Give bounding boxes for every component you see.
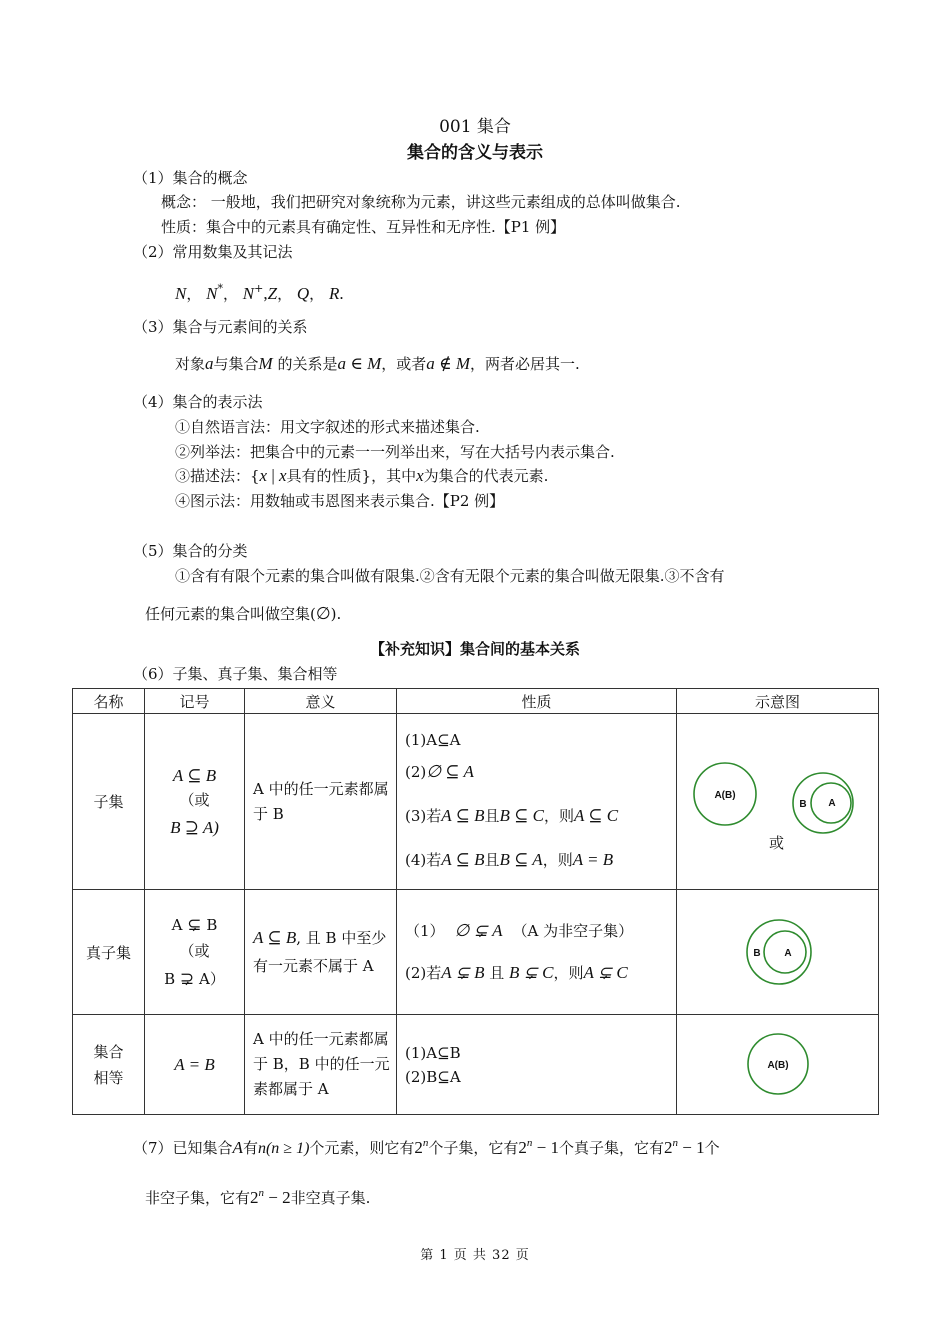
table-header-row	[73, 689, 879, 714]
set-r: R	[328, 284, 340, 303]
header-property: 性质	[397, 689, 677, 714]
table-row-proper-subset	[73, 890, 879, 1015]
subset-diagram	[677, 714, 879, 890]
header-name: 名称	[73, 689, 145, 714]
set-relation-table	[72, 688, 879, 1115]
number-sets: N， N*， N+,Z， Q， R.	[175, 282, 344, 303]
method-enumeration: ②列举法：把集合中的元素一一列举出来，写在大括号内表示集合.	[175, 443, 615, 461]
page-title: 001 集合	[439, 117, 511, 137]
label-a: A	[828, 798, 836, 809]
belongs-relation: a ∈ M	[337, 354, 382, 373]
page-subtitle: 集合的含义与表示	[407, 143, 543, 163]
label-ab: A(B)	[767, 1060, 789, 1071]
proper-name: 真子集	[73, 890, 145, 1015]
header-notation: 记号	[145, 689, 245, 714]
header-diagram: 示意图	[677, 689, 879, 714]
method-description: ③描述法：{x | x具有的性质}，其中x为集合的代表元素.	[175, 466, 549, 485]
element-relation: 对象a与集合M 的关系是a ∈ M，或者a ∉ M，两者必居其一.	[175, 354, 580, 373]
section-2-heading: （2）常用数集及其记法	[133, 243, 293, 261]
empty-set-symbol: ∅	[315, 604, 331, 623]
set-n-plus: N	[242, 284, 255, 303]
set-q: Q	[296, 284, 310, 303]
proper-notation: A ⊊ B （或 B ⊋ A）	[145, 890, 245, 1015]
proper-venn-diagram	[677, 890, 877, 1010]
section-6-heading: （6）子集、真子集、集合相等	[133, 665, 338, 683]
subset-name: 子集	[73, 714, 145, 890]
equal-venn-diagram	[677, 1015, 877, 1110]
subset-venn-diagram	[677, 714, 877, 884]
proper-diagram	[677, 890, 879, 1015]
subset-meaning: A 中的任一元素都属于 B	[245, 714, 397, 890]
supplement-title: 【补充知识】集合间的基本关系	[369, 640, 580, 658]
proper-properties: （1） ∅ ⊊ A （A 为非空子集） (2)若A ⊊ B 且 B ⊊ C，则A ⊊ C	[397, 890, 677, 1015]
table-row-subset	[73, 714, 879, 890]
section-7-line1: （7）已知集合A有n(n ≥ 1)个元素，则它有2$^n$个子集，它有$2^n - 1$个真子集，它有$2^n - 1$个	[133, 1137, 720, 1157]
classification-line2: 任何元素的集合叫做空集(∅).	[145, 604, 342, 623]
section-3-heading: （3）集合与元素间的关系	[133, 318, 308, 336]
section-1-heading: （1）集合的概念	[133, 169, 248, 187]
subset-notation: A ⊆ B （或 B ⊇ A)	[145, 714, 245, 890]
proper-meaning: A ⊆ B, 且 B 中至少有一元素不属于 A	[245, 890, 397, 1015]
set-z: Z	[267, 284, 278, 303]
label-b: B	[753, 948, 761, 959]
section-4-heading: （4）集合的表示法	[133, 393, 263, 411]
label-ab: A(B)	[714, 790, 736, 801]
set-n: N	[175, 284, 187, 303]
subset-properties: (1)A⊆A (2)∅ ⊆ A (3)若A ⊆ B且B ⊆ C，则A ⊆ C (4)若A ⊆ B且B ⊆ A，则A = B	[397, 714, 677, 890]
or-text: 或	[769, 834, 785, 852]
classification-line1: ①含有有限个元素的集合叫做有限集.②含有无限个元素的集合叫做无限集.③不含有	[175, 567, 725, 585]
not-belongs-relation: a ∉ M	[426, 354, 471, 373]
equal-properties: (1)A⊆B (2)B⊆A	[397, 1015, 677, 1115]
set-n-star: N	[206, 284, 218, 303]
equal-diagram	[677, 1015, 879, 1115]
table-row-equal	[73, 1015, 879, 1115]
method-diagram: ④图示法：用数轴或韦恩图来表示集合.【P2 例】	[175, 492, 505, 510]
label-b: B	[799, 799, 807, 810]
method-natural-language: ①自然语言法：用文字叙述的形式来描述集合.	[175, 418, 480, 436]
equal-notation: A = B	[145, 1015, 245, 1115]
label-a: A	[784, 948, 792, 959]
equal-name: 集合 相等	[73, 1015, 145, 1115]
section-7-line2: 非空子集，它有$2^n - 2$非空真子集.	[145, 1187, 371, 1207]
section-5-heading: （5）集合的分类	[133, 542, 248, 560]
property-text: 性质：集合中的元素具有确定性、互异性和无序性.【P1 例】	[161, 218, 566, 236]
equal-meaning: A 中的任一元素都属于 B，B 中的任一元素都属于 A	[245, 1015, 397, 1115]
page-footer: 第 1 页 共 32 页	[420, 1248, 530, 1263]
concept-text: 概念： 一般地，我们把研究对象统称为元素，讲这些元素组成的总体叫做集合.	[161, 193, 681, 211]
header-meaning: 意义	[245, 689, 397, 714]
